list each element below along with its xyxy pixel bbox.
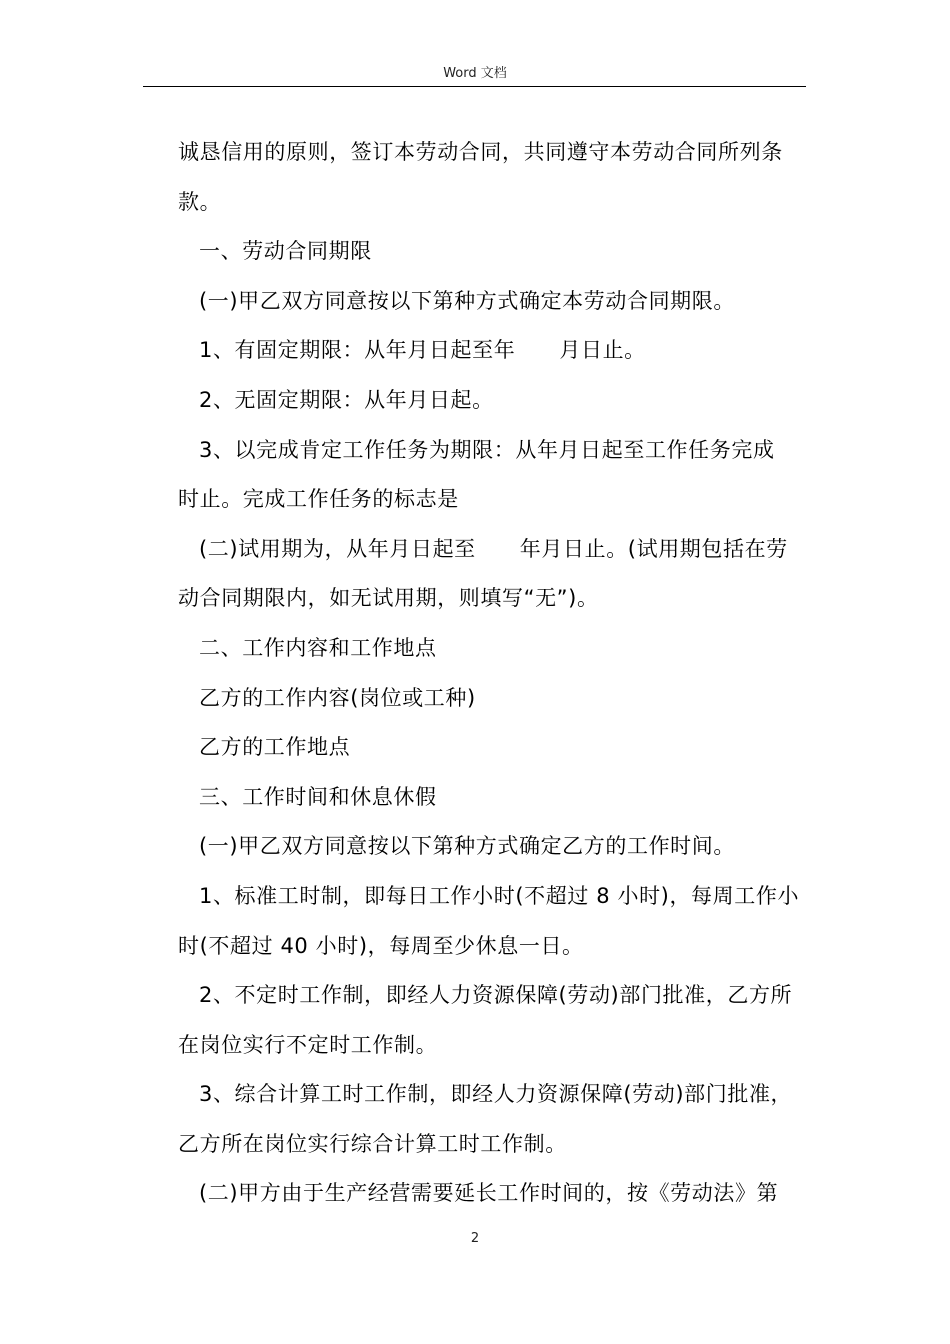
paragraph-line: 乙方的工作内容(岗位或工种) [199, 685, 476, 710]
section-heading: 一、劳动合同期限 [199, 239, 372, 264]
paragraph-line: 款。 [178, 189, 222, 214]
paragraph-line [178, 326, 804, 376]
paragraph-line: 时(不超过 40 小时)，每周至少休息一日。 [178, 933, 584, 958]
paragraph-line: 在岗位实行不定时工作制。 [178, 1032, 438, 1057]
paragraph-line: (一)甲乙双方同意按以下第种方式确定乙方的工作时间。 [199, 834, 735, 859]
paragraph-text-segment: 年月日止。(试用期包括在劳 [519, 536, 788, 561]
page-number: 2 [470, 1231, 480, 1246]
paragraph-line: 1、标准工时制，即每日工作小时(不超过 8 小时)，每周工作小 [199, 883, 800, 908]
paragraph-line: 乙方的工作地点 [199, 735, 351, 760]
paragraph-line: 动合同期限内，如无试用期，则填写“无”)。 [178, 586, 599, 611]
paragraph-line: (一)甲乙双方同意按以下第种方式确定本劳动合同期限。 [199, 288, 735, 313]
paragraph-line [178, 525, 804, 575]
page-header-title: Word 文档 [443, 66, 507, 81]
paragraph-text-segment: 月日止。 [559, 338, 646, 363]
paragraph-line: 3、以完成肯定工作任务为期限：从年月日起至工作任务完成 [199, 437, 775, 462]
paragraph-line: 2、不定时工作制，即经人力资源保障(劳动)部门批准，乙方所 [199, 983, 793, 1008]
paragraph-text-segment: 1、有固定期限：从年月日起至年 [199, 338, 516, 363]
header-divider [143, 86, 806, 87]
section-heading: 二、工作内容和工作地点 [199, 635, 437, 660]
paragraph-line: 时止。完成工作任务的标志是 [178, 487, 459, 512]
paragraph-line: 乙方所在岗位实行综合计算工时工作制。 [178, 1131, 567, 1156]
paragraph-text-segment: (二)试用期为，从年月日起至 [199, 536, 476, 561]
paragraph-line: 2、无固定期限：从年月日起。 [199, 387, 494, 412]
paragraph-line: 3、综合计算工时工作制，即经人力资源保障(劳动)部门批准， [199, 1082, 793, 1107]
section-heading: 三、工作时间和休息休假 [199, 784, 437, 809]
paragraph-line: 诚恳信用的原则，签订本劳动合同，共同遵守本劳动合同所列条 [178, 140, 783, 164]
paragraph-line: (二)甲方由于生产经营需要延长工作时间的，按《劳动法》第 [199, 1181, 779, 1206]
document-body [178, 128, 804, 1219]
